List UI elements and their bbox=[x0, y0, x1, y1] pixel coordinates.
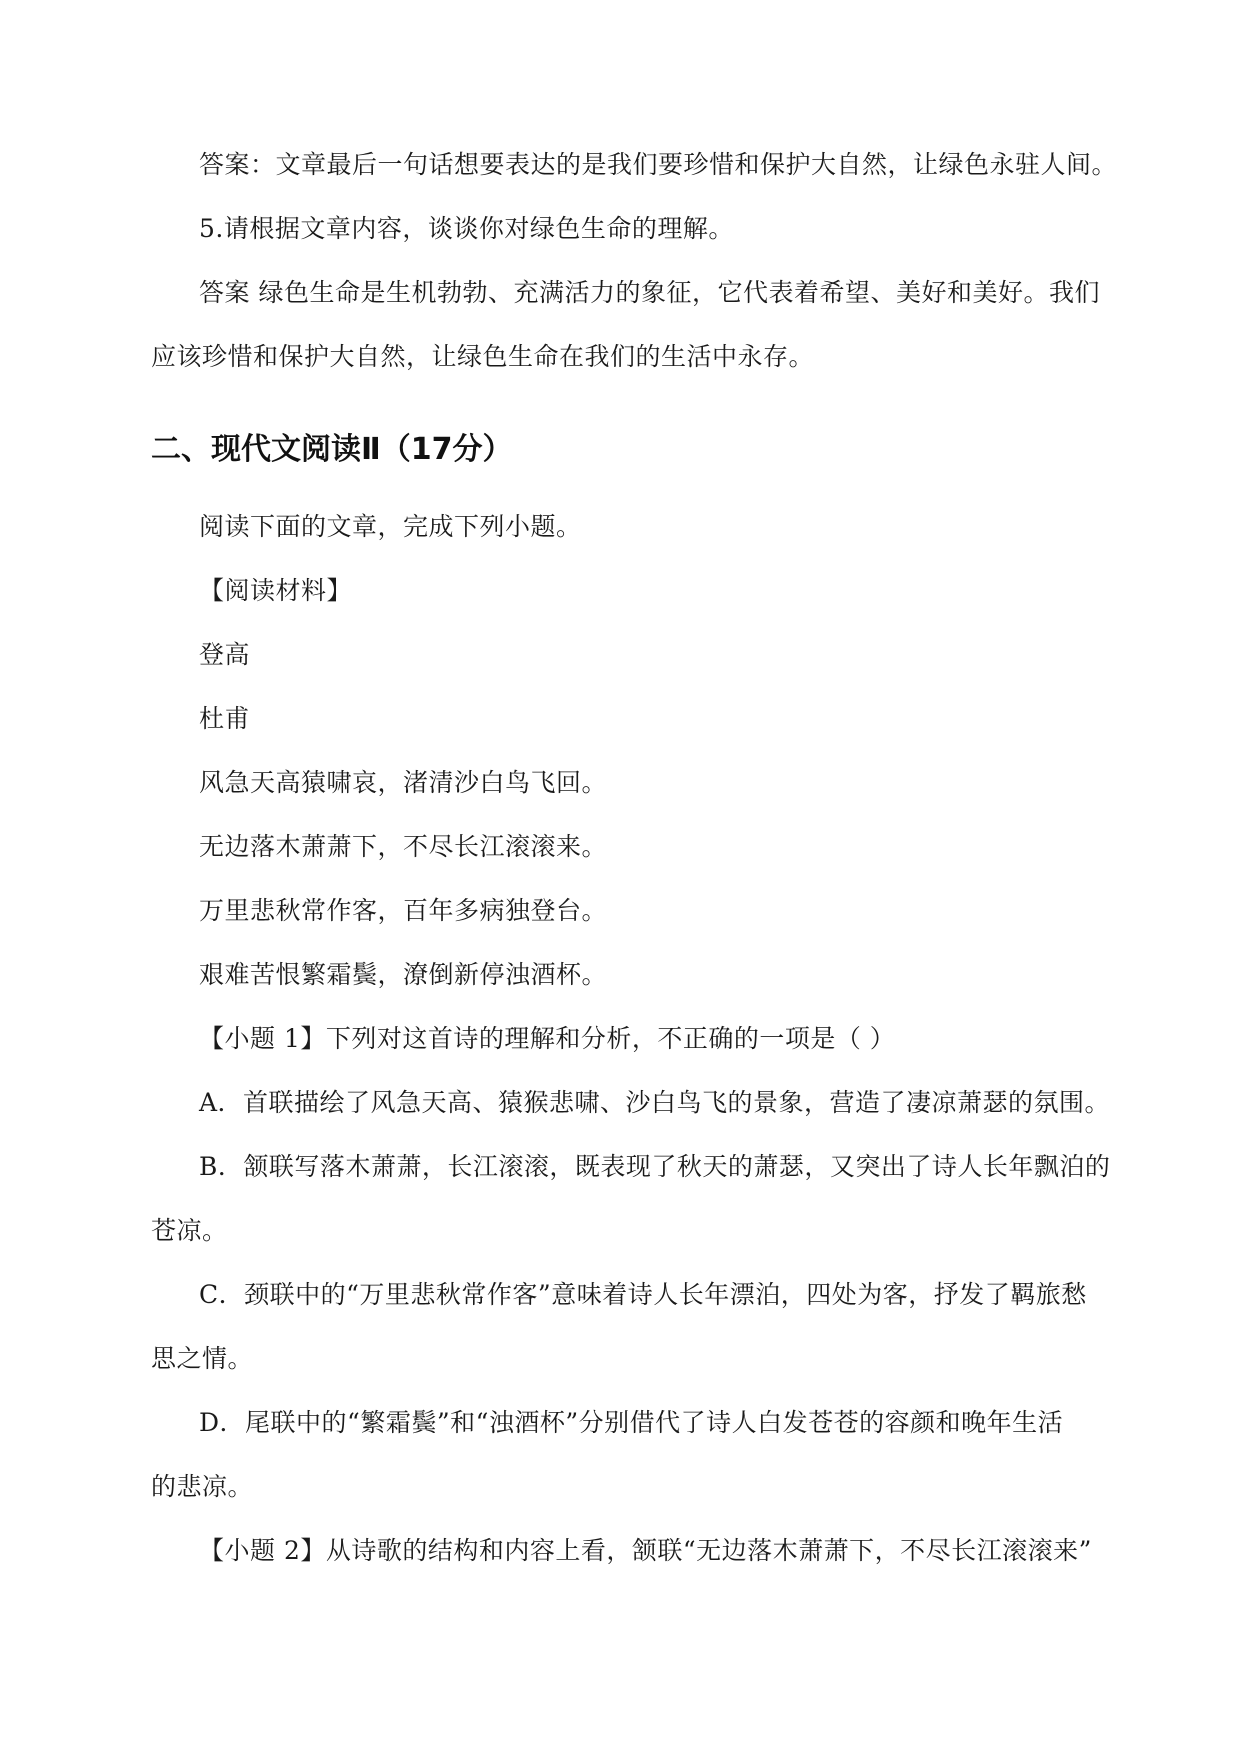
material-label: 【阅读材料】 bbox=[199, 576, 353, 605]
poem-line-3: 万里悲秋常作客，百年多病独登台。 bbox=[199, 896, 608, 925]
option-a: A．首联描绘了风急天高、猿猴悲啸、沙白鸟飞的景象，营造了凄凉萧瑟的氛围。 bbox=[199, 1088, 1111, 1117]
option-c-line-1: C．颈联中的“万里悲秋常作客”意味着诗人长年漂泊，四处为客，抒发了羁旅愁 bbox=[199, 1280, 1087, 1309]
poem-author: 杜甫 bbox=[199, 704, 251, 733]
poem-line-1: 风急天高猿啸哀，渚清沙白鸟飞回。 bbox=[199, 768, 608, 797]
subquestion-2: 【小题 2】从诗歌的结构和内容上看，颔联“无边落木萧萧下，不尽长江滚滚来” bbox=[199, 1536, 1092, 1565]
subquestion-1: 【小题 1】下列对这首诗的理解和分析，不正确的一项是（ ） bbox=[199, 1024, 896, 1053]
section-heading: 二、现代文阅读Ⅱ（17分） bbox=[151, 432, 513, 467]
option-b-line-1: B．颔联写落木萧萧，长江滚滚，既表现了秋天的萧瑟，又突出了诗人长年飘泊的 bbox=[199, 1152, 1111, 1181]
option-c-line-2: 思之情。 bbox=[151, 1344, 254, 1373]
answer-5-line-1: 答案 绿色生命是生机勃勃、充满活力的象征，它代表着希望、美好和美好。我们 bbox=[199, 278, 1100, 307]
option-d-line-2: 的悲凉。 bbox=[151, 1472, 254, 1501]
question-5-line: 5.请根据文章内容，谈谈你对绿色生命的理解。 bbox=[199, 214, 734, 243]
poem-line-2: 无边落木萧萧下，不尽长江滚滚来。 bbox=[199, 832, 608, 861]
option-b-line-2: 苍凉。 bbox=[151, 1216, 228, 1245]
poem-title: 登高 bbox=[199, 640, 251, 669]
answer-4-line: 答案：文章最后一句话想要表达的是我们要珍惜和保护大自然，让绿色永驻人间。 bbox=[199, 150, 1118, 179]
answer-5-line-2: 应该珍惜和保护大自然，让绿色生命在我们的生活中永存。 bbox=[151, 342, 815, 371]
option-d-line-1: D．尾联中的“繁霜鬓”和“浊酒杯”分别借代了诗人白发苍苍的容颜和晚年生活 bbox=[199, 1408, 1064, 1437]
instruction-line: 阅读下面的文章，完成下列小题。 bbox=[199, 512, 582, 541]
poem-line-4: 艰难苦恨繁霜鬓，潦倒新停浊酒杯。 bbox=[199, 960, 608, 989]
